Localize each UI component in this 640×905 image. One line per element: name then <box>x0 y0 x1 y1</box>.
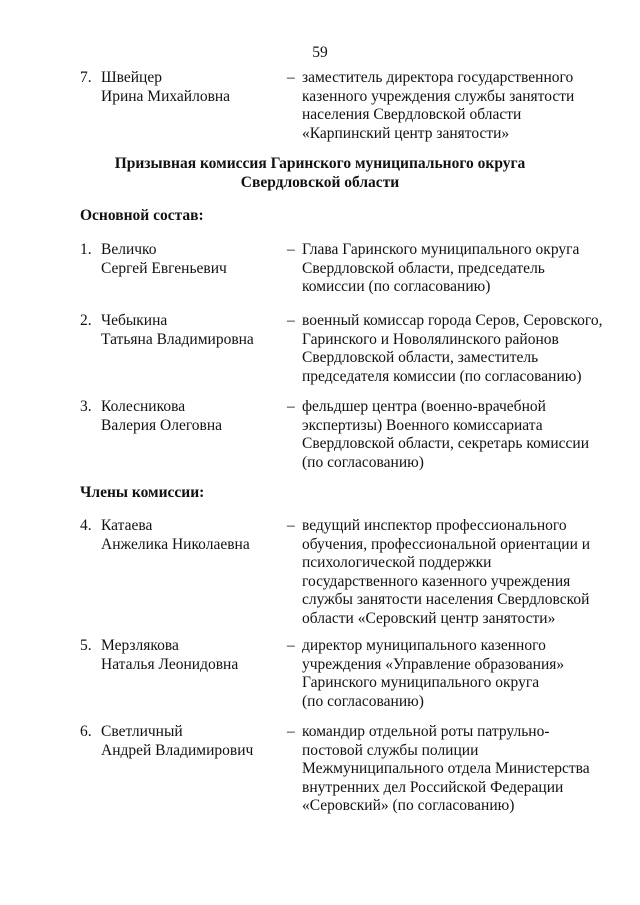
entry-dash: – <box>287 398 295 415</box>
member-position <box>302 398 602 472</box>
main-composition-label: Основной состав: <box>80 207 204 224</box>
member-given-names: Сергей Евгеньевич <box>101 259 227 277</box>
position-line: внутренних дел Российской Федерации <box>302 778 564 796</box>
member-position <box>302 723 602 816</box>
member-surname: Колесникова <box>101 398 186 415</box>
position-line: Межмуниципального отдела Министерства <box>302 760 590 777</box>
member-position <box>302 637 602 711</box>
member-surname: Светличный <box>101 723 183 740</box>
page-number: 59 <box>312 44 328 61</box>
commission-title <box>0 155 640 192</box>
position-line: постовой службы полиции <box>302 741 479 759</box>
entry-number: 5. <box>80 637 92 654</box>
member-given-names: Татьяна Владимировна <box>101 330 254 348</box>
entry-dash: – <box>287 312 295 329</box>
member-name <box>101 637 291 674</box>
entry-dash: – <box>287 517 295 534</box>
member-name <box>101 723 291 760</box>
position-line: командир отдельной роты патрульно- <box>302 723 550 740</box>
member-name <box>101 69 291 106</box>
member-given-names: Анжелика Николаевна <box>101 535 250 553</box>
member-surname: Мерзлякова <box>101 637 179 654</box>
commission-title-line: Призывная комиссия Гаринского муниципального округа <box>114 155 526 172</box>
position-line: Глава Гаринского муниципального округа <box>302 241 580 258</box>
member-given-names: Андрей Владимирович <box>101 741 254 759</box>
position-line: Свердловской области, секретарь комиссии <box>302 435 589 452</box>
position-line: ведущий инспектор профессионального <box>302 517 567 534</box>
member-surname: Величко <box>101 241 157 258</box>
position-line: директор муниципального казенного <box>302 637 546 654</box>
entry-number: 4. <box>80 517 92 534</box>
position-line: казенного учреждения службы занятости <box>302 87 575 105</box>
member-given-names: Ирина Михайловна <box>101 87 231 105</box>
position-line: обучения, профессиональной ориентации и <box>302 535 591 553</box>
member-surname: Швейцер <box>101 69 162 86</box>
member-given-names: Валерия Олеговна <box>101 416 223 434</box>
member-position <box>302 241 602 297</box>
member-position <box>302 312 602 386</box>
entry-number: 3. <box>80 398 92 415</box>
entry-number: 6. <box>80 723 92 740</box>
member-name <box>101 241 291 278</box>
position-line: «Карпинский центр занятости» <box>302 124 510 142</box>
position-line: комиссии (по согласованию) <box>302 278 491 295</box>
position-line: заместитель директора государственного <box>302 69 574 86</box>
position-line: (по согласованию) <box>302 453 424 471</box>
position-line: экспертизы) Военного комиссариата <box>302 416 543 434</box>
position-line: службы занятости населения Свердловской <box>302 591 590 608</box>
member-name <box>101 312 291 349</box>
position-line: (по согласованию) <box>302 692 424 710</box>
entry-dash: – <box>287 637 295 654</box>
entry-number: 7. <box>80 69 92 86</box>
member-position <box>302 517 602 628</box>
position-line: населения Свердловской области <box>302 106 522 123</box>
member-given-names: Наталья Леонидовна <box>101 655 239 673</box>
position-line: государственного казенного учреждения <box>302 572 571 590</box>
entry-dash: – <box>287 723 295 740</box>
position-line: Свердловской области, председатель <box>302 259 545 277</box>
position-line: Свердловской области, заместитель <box>302 349 539 366</box>
entry-dash: – <box>287 241 295 258</box>
commission-title-line: Свердловской области <box>240 173 400 191</box>
member-name <box>101 517 291 554</box>
position-line: председателя комиссии (по согласованию) <box>302 367 582 385</box>
position-line: учреждения «Управление образования» <box>302 655 565 673</box>
position-line: фельдшер центра (военно-врачебной <box>302 398 546 415</box>
position-line: Гаринского и Новолялинского районов <box>302 330 559 348</box>
commission-members-label: Члены комиссии: <box>80 484 205 501</box>
entry-number: 1. <box>80 241 92 258</box>
entry-number: 2. <box>80 312 92 329</box>
member-position <box>302 69 602 143</box>
position-line: Гаринского муниципального округа <box>302 674 540 691</box>
member-name <box>101 398 291 435</box>
position-line: области «Серовский центр занятости» <box>302 609 556 627</box>
position-line: «Серовский» (по согласованию) <box>302 797 515 814</box>
position-line: военный комиссар города Серов, Серовского, <box>302 312 603 329</box>
entry-dash: – <box>287 69 295 86</box>
member-surname: Катаева <box>101 517 153 534</box>
position-line: психологической поддержки <box>302 554 492 571</box>
member-surname: Чебыкина <box>101 312 168 329</box>
